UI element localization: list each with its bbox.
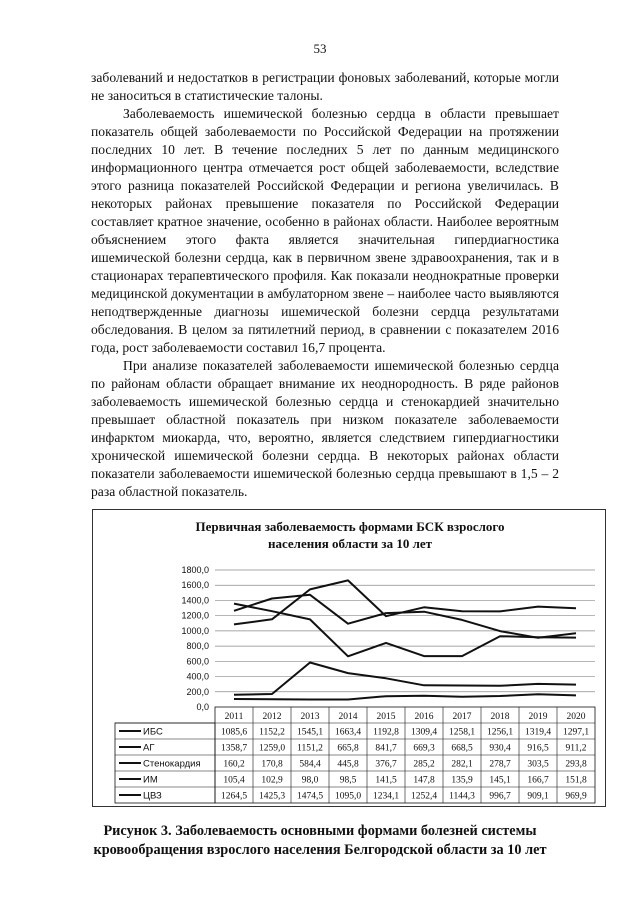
legend-label: ЦВЗ [143,790,162,802]
legend-label: Стенокардия [143,758,201,770]
y-tick-label: 400,0 [186,671,209,682]
y-tick-label: 1400,0 [181,595,209,606]
page-number: 53 [313,41,327,56]
data-label: 841,7 [375,743,397,754]
y-tick-label: 1800,0 [181,565,209,575]
data-label: 98,5 [339,775,357,786]
x-tick-label: 2017 [452,712,472,722]
data-label: 1252,4 [410,791,438,802]
data-label: 668,5 [451,743,473,754]
data-label: 1152,2 [259,727,285,738]
data-label: 1151,2 [297,743,323,754]
data-label: 1474,5 [296,791,324,802]
data-label: 141,5 [375,775,397,786]
chart-frame [92,509,606,807]
chart-title-line-1: Первичная заболеваемость формами БСК взрослого [195,519,505,534]
series-line [234,580,576,624]
data-label: 665,8 [337,743,359,754]
x-tick-label: 2019 [528,712,548,722]
data-label: 147,8 [413,775,435,786]
data-label: 969,9 [565,791,587,802]
data-label: 160,2 [223,759,245,770]
legend-label: ИМ [143,774,158,786]
data-label: 584,4 [299,759,321,770]
data-label: 916,5 [527,743,549,754]
x-tick-label: 2013 [300,712,320,722]
figure-caption [0,822,640,860]
data-label: 135,9 [451,775,473,786]
data-label: 1258,1 [448,727,476,738]
data-label: 170,8 [261,759,283,770]
series-line [234,694,576,699]
data-label: 376,7 [375,759,397,770]
data-label: 285,2 [413,759,435,770]
data-label: 293,8 [565,759,587,770]
legend-label: ИБС [143,726,163,738]
data-label: 1663,4 [334,727,362,738]
data-label: 1425,3 [258,791,286,802]
data-label: 1309,4 [410,727,438,738]
paragraph-3: При анализе показателей заболеваемости ишемической болезнью сердца по районам области обращает внимание их неоднородность. В ряде районов заболеваемость ишемической болезнью сердца и стенокардией значительно превышает областной показатель при низком показателе заболеваемости инфарктом миокарда, что, вероятно, является следствием гипердиагностики хронической ишемической болезни сердца. В некоторых районах области показатели заболеваемости ишемической болезнью сердца превышают в 1,5 – 2 раза областной показатель. [91,358,559,499]
y-tick-label: 1200,0 [181,610,209,621]
paragraph-1: заболеваний и недостатков в регистрации фоновых заболеваний, которые могли не заноситься в статистические талоны. [91,70,559,103]
caption-line-2: кровообращения взрослого населения Белгородской области за 10 лет [93,842,547,858]
y-tick-label: 1000,0 [181,625,209,636]
data-label: 105,4 [223,775,245,786]
data-label: 909,1 [527,791,549,802]
y-tick-label: 0,0 [196,702,209,712]
data-label: 1085,6 [220,727,248,738]
x-tick-label: 2015 [376,712,396,722]
chart-title-line-2: населения области за 10 лет [267,536,433,551]
x-tick-label: 2018 [490,712,510,722]
x-tick-label: 2014 [338,712,358,722]
data-label: 1297,1 [562,727,590,738]
x-tick-label: 2016 [414,712,434,722]
caption-line-1: Рисунок 3. Заболеваемость основными формами болезней системы [103,823,537,839]
data-label: 282,1 [451,759,473,770]
data-label: 1259,0 [258,743,286,754]
data-label: 1234,1 [372,791,400,802]
legend-label: АГ [143,742,155,754]
series-line [234,595,576,638]
data-label: 303,5 [527,759,549,770]
data-label: 1256,1 [486,727,514,738]
data-label: 911,2 [565,743,587,754]
y-tick-label: 800,0 [186,641,209,652]
data-label: 1319,4 [524,727,552,738]
x-tick-label: 2012 [262,712,282,722]
y-tick-label: 200,0 [186,686,209,697]
data-label: 151,8 [565,775,587,786]
series-line [234,663,576,695]
body-text [91,69,559,501]
y-tick-label: 600,0 [186,656,209,667]
data-label: 1095,0 [334,791,362,802]
line-chart [93,510,607,808]
data-label: 996,7 [489,791,511,802]
data-label: 278,7 [489,759,511,770]
data-label: 1358,7 [220,743,248,754]
x-tick-label: 2020 [566,712,586,722]
data-label: 1144,3 [449,791,475,802]
data-label: 445,8 [337,759,359,770]
data-label: 145,1 [489,775,511,786]
paragraph-2: Заболеваемость ишемической болезнью сердца в области превышает показатель общей заболеваемости по Российской Федерации на протяжении последних 10 лет. В течение последних 5 лет по данным медицинского информационного центра отмечается рост общей заболеваемости, вследствие этого разница показателей Российской Федерации и региона увеличилась. В некоторых районах превышение показателя по Российской Федерации составляет кратное значение, особенно в районах области. Наиболее вероятным объяснением этого факта является значительная гипердиагностика ишемической болезни сердца, как в первичном звене здравоохранения, так и в стационарах терапевтического профиля. Как показали неоднократные проверки медицинской документации в амбулаторном звене – наиболее часто выявляются неподтвержденные диагнозы ишемической болезни сердца результатами обследования. В целом за пятилетний период, в сравнении с показателем 2016 года, рост заболеваемости составил 16,7 процента. [91,106,559,355]
data-label: 930,4 [489,743,511,754]
data-label: 98,0 [301,775,319,786]
data-label: 1264,5 [220,791,248,802]
data-label: 166,7 [527,775,549,786]
x-tick-label: 2011 [224,712,244,722]
data-label: 1192,8 [373,727,399,738]
data-label: 102,9 [261,775,283,786]
data-label: 1545,1 [296,727,324,738]
data-label: 669,3 [413,743,435,754]
y-tick-label: 1600,0 [181,580,209,591]
